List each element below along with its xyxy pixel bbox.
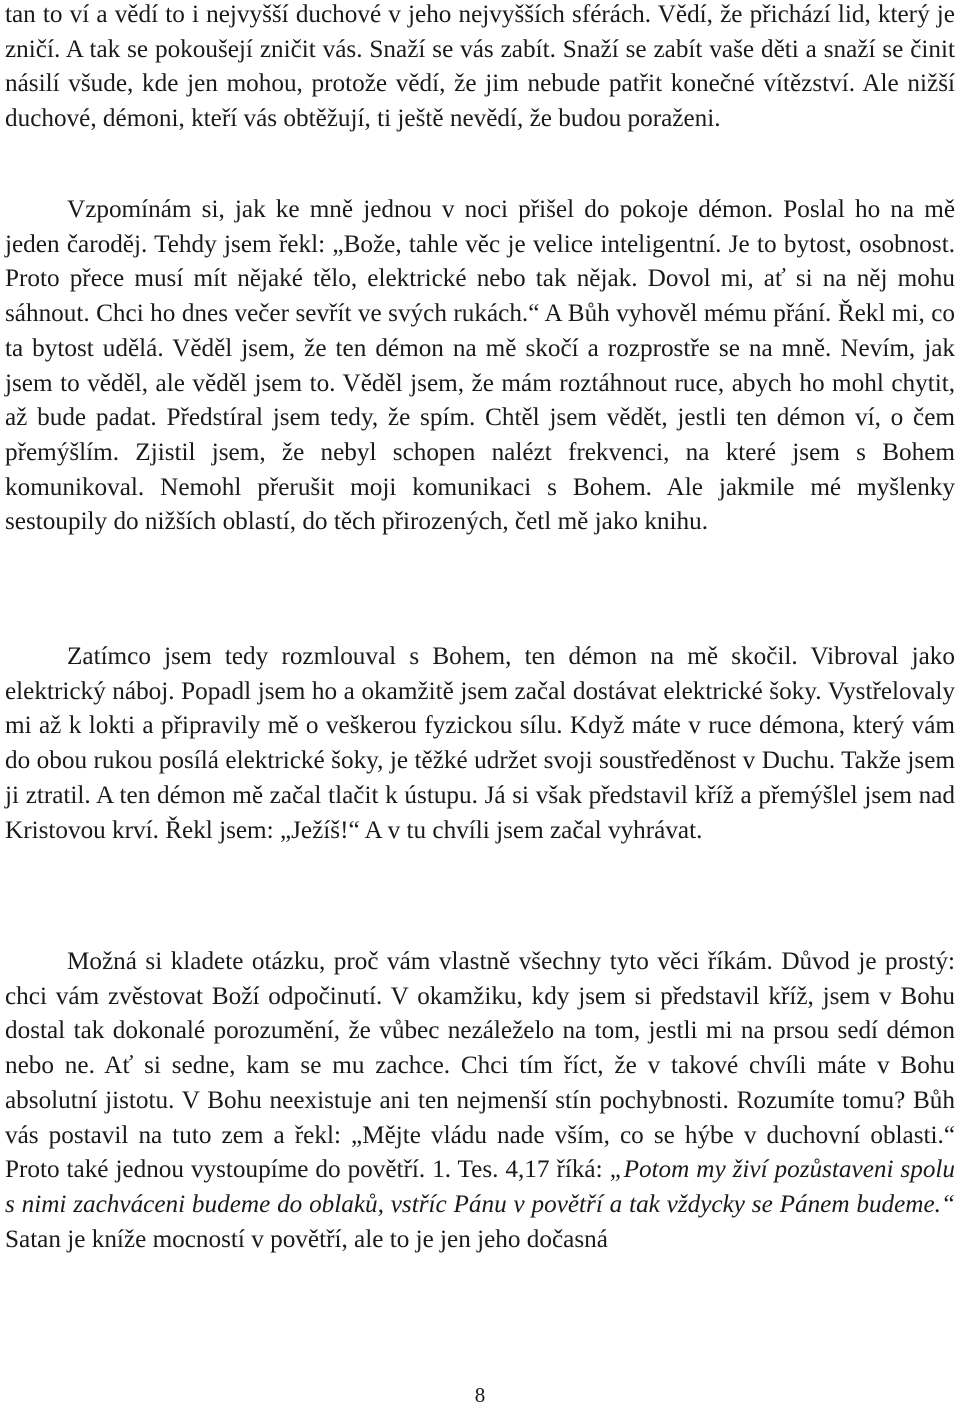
paragraph-4 — [5, 945, 955, 1257]
paragraph-4-text-after: Satan je kníže mocností v povětří, ale to je jen jeho dočasná — [5, 1225, 608, 1253]
paragraph-1 — [5, 0, 955, 137]
paragraph-3 — [5, 640, 955, 848]
paragraph-2 — [5, 193, 955, 540]
paragraph-4-text-before: Možná si kladete otázku, proč vám vlastně všechny tyto věci říkám. Důvod je prostý: chci vám zvěstovat Boží odpočinutí. V okamžiku, kdy jsem si představil kříž, jsem v Bohu dostal tak dokonalé porozumění, že vůbec nezáleželo na tom, jestli mi na prsou sedí démon nebo ne. Ať si sedne, kam se mu zachce. Chci tím říct, že v takové chvíli máte v Bohu absolutní jistotu. V Bohu neexistuje ani ten nejmenší stín pochybnosti. Rozumíte tomu? Bůh vás postavil na tuto zem a řekl: „Mějte vládu nade vším, co se hýbe v duchovní oblasti.“ Proto také jednou vystoupíme do povětří. 1. Tes. 4,17 říká: — [5, 948, 955, 1184]
scripture-quote: „Potom my živí pozůstaveni spolu s nimi zachváceni budeme do oblaků, vstříc Pánu v povětří a tak vždycky se Pánem budeme.“ — [5, 1156, 955, 1218]
paragraph-2-text: Vzpomínám si, jak ke mně jednou v noci přišel do pokoje démon. Poslal ho na mě jeden čaroděj. Tehdy jsem řekl: „Bože, tahle věc je velice inteligentní. Je to bytost, osobnost. Proto přece musí mít nějaké tělo, elektrické nebo tak nějak. Dovol mi, ať si na něj mohu sáhnout. Chci ho dnes večer sevřít ve svých rukách.“ A Bůh vyhověl mému přání. Řekl mi, co ta bytost udělá. Věděl jsem, že ten démon na mě skočí a rozprostře se na mně. Nevím, jak jsem to věděl, ale věděl jsem to. Věděl jsem, že mám roztáhnout ruce, abych ho mohl chytit, až bude padat. Předstíral jsem tedy, že spím. Chtěl jsem vědět, jestli ten démon ví, o čem přemýšlím. Zjistil jsem, že nebyl schopen nalézt frekvenci, na které jsem s Bohem komunikoval. Nemohl přerušit moji komunikaci s Bohem. Ale jakmile mé myšlenky sestoupily do nižších oblastí, do těch přirozených, četl mě jako knihu. — [5, 196, 955, 536]
paragraph-3-text: Zatímco jsem tedy rozmlouval s Bohem, ten démon na mě skočil. Vibroval jako elektrický náboj. Popadl jsem ho a okamžitě jsem začal dostávat elektrické šoky. Vystřelovaly mi až k lokti a připravily mě o veškerou fyzickou sílu. Když máte v ruce démona, který vám do obou rukou posílá elektrické šoky, je těžké udržet svoji soustředěnost v Duchu. Takže jsem ji ztratil. A ten démon mě začal tlačit k ústupu. Já si však představil kříž a přemýšlel jsem nad Kristovou krví. Řekl jsem: „Ježíš!“ A v tu chvíli jsem začal vyhrávat. — [5, 643, 955, 844]
paragraph-4-text — [5, 945, 955, 1257]
page-number: 8 — [474, 1383, 486, 1407]
paragraph-1-text: tan to ví a vědí to i nejvyšší duchové v jeho nejvyšších sférách. Vědí, že přichází lid, který je zničí. A tak se pokoušejí zničit vás. Snaží se vás zabít. Snaží se zabít vaše děti a snaží se činit násilí všude, kde jen mohou, protože vědí, že jim nebude patřit konečné vítězství. Ale nižší duchové, démoni, kteří vás obtěžují, ti ještě nevědí, že budou poraženi. — [5, 1, 955, 133]
